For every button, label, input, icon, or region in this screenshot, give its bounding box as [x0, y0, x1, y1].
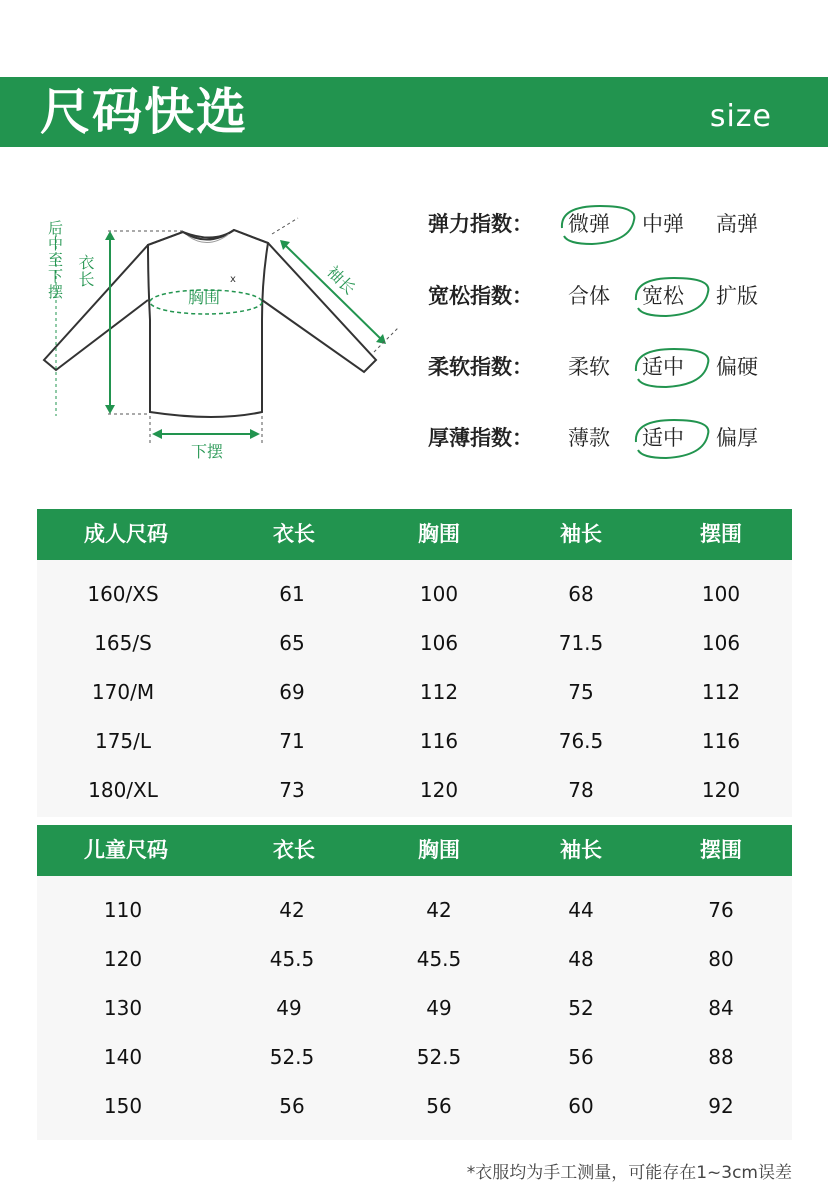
- index-label: 宽松指数：: [428, 284, 533, 308]
- kids-table-body: [37, 876, 792, 1140]
- index-row-softness: [428, 347, 808, 387]
- column-header: 袖长: [560, 522, 602, 546]
- table-cell: 45.5: [269, 947, 315, 971]
- table-cell: 80: [708, 947, 734, 971]
- adult-table-header: [37, 509, 792, 560]
- size-word: size: [709, 99, 772, 134]
- table-cell: 56: [279, 1094, 305, 1118]
- table-cell: 130: [103, 996, 143, 1020]
- table-cell: 175/L: [94, 729, 152, 753]
- table-cell: 45.5: [416, 947, 462, 971]
- table-cell: 61: [279, 582, 305, 606]
- index-row-thickness: [428, 418, 808, 458]
- table-cell: 100: [701, 582, 741, 606]
- option-thick: 偏厚: [716, 426, 758, 450]
- tshirt-outline-icon: [36, 200, 416, 470]
- table-cell: 100: [419, 582, 459, 606]
- table-cell: 44: [568, 898, 594, 922]
- table-cell: 110: [103, 898, 143, 922]
- table-cell: 48: [568, 947, 594, 971]
- body-length-label: 衣长: [76, 254, 95, 288]
- table-cell: 73: [279, 778, 305, 802]
- table-row: [37, 717, 792, 766]
- center-mark: x: [230, 274, 236, 285]
- table-cell: 120: [103, 947, 143, 971]
- table-cell: 71: [279, 729, 305, 753]
- table-cell: 180/XL: [88, 778, 158, 802]
- table-cell: 75: [568, 680, 594, 704]
- table-row: [37, 668, 792, 717]
- table-cell: 56: [568, 1045, 594, 1069]
- option-loose: 宽松: [642, 284, 684, 308]
- adult-table-body: [37, 560, 792, 817]
- column-header: 摆围: [700, 522, 742, 546]
- table-cell: 112: [701, 680, 741, 704]
- table-row: [37, 1082, 792, 1131]
- option-moderate-soft: 适中: [642, 355, 684, 379]
- index-label: 厚薄指数：: [428, 426, 533, 450]
- table-cell: 160/XS: [87, 582, 159, 606]
- column-header: 胸围: [418, 522, 460, 546]
- column-header: 袖长: [560, 838, 602, 862]
- table-cell: 116: [701, 729, 741, 753]
- option-medium-elastic: 中弹: [642, 212, 684, 236]
- table-cell: 65: [279, 631, 305, 655]
- column-header: 衣长: [273, 838, 315, 862]
- table-row: [37, 766, 792, 815]
- column-header: 衣长: [273, 522, 315, 546]
- table-cell: 170/M: [91, 680, 155, 704]
- column-header: 成人尺码: [84, 522, 168, 546]
- index-row-elasticity: [428, 204, 808, 244]
- table-row: [37, 619, 792, 668]
- kids-table-header: [37, 825, 792, 876]
- table-cell: 84: [708, 996, 734, 1020]
- table-row: [37, 570, 792, 619]
- table-cell: 76: [708, 898, 734, 922]
- table-cell: 140: [103, 1045, 143, 1069]
- hem-label: 下摆: [191, 442, 224, 461]
- column-header: 儿童尺码: [84, 838, 168, 862]
- table-cell: 106: [419, 631, 459, 655]
- table-cell: 92: [708, 1094, 734, 1118]
- column-header: 摆围: [700, 838, 742, 862]
- table-cell: 52.5: [269, 1045, 315, 1069]
- table-cell: 76.5: [558, 729, 604, 753]
- table-cell: 88: [708, 1045, 734, 1069]
- table-cell: 42: [426, 898, 452, 922]
- table-cell: 106: [701, 631, 741, 655]
- table-cell: 42: [279, 898, 305, 922]
- back-center-label: 后中至下摆: [46, 220, 64, 300]
- sleeve-label: 袖长: [323, 262, 360, 299]
- table-cell: 120: [701, 778, 741, 802]
- column-header: 胸围: [418, 838, 460, 862]
- table-cell: 71.5: [558, 631, 604, 655]
- table-cell: 165/S: [94, 631, 152, 655]
- garment-diagram: [36, 200, 416, 470]
- option-fitted: 合体: [568, 284, 610, 308]
- table-cell: 52.5: [416, 1045, 462, 1069]
- option-thin: 薄款: [568, 426, 610, 450]
- option-weak-elastic: 微弹: [568, 212, 610, 236]
- page-title: 尺码快选: [40, 83, 248, 141]
- chest-label: 胸围: [188, 288, 221, 307]
- option-oversize: 扩版: [716, 284, 758, 308]
- index-label: 柔软指数：: [428, 355, 533, 379]
- index-row-looseness: [428, 276, 808, 316]
- table-cell: 116: [419, 729, 459, 753]
- table-cell: 68: [568, 582, 594, 606]
- table-cell: 78: [568, 778, 594, 802]
- option-soft: 柔软: [568, 355, 610, 379]
- table-cell: 150: [103, 1094, 143, 1118]
- index-label: 弹力指数：: [428, 212, 533, 236]
- table-cell: 56: [426, 1094, 452, 1118]
- table-cell: 112: [419, 680, 459, 704]
- table-row: [37, 1033, 792, 1082]
- option-moderate-thick: 适中: [642, 426, 684, 450]
- table-cell: 69: [279, 680, 305, 704]
- header-bar: [0, 77, 828, 147]
- table-row: [37, 984, 792, 1033]
- table-row: [37, 935, 792, 984]
- option-stiff: 偏硬: [716, 355, 758, 379]
- table-cell: 60: [568, 1094, 594, 1118]
- table-cell: 49: [276, 996, 302, 1020]
- table-row: [37, 886, 792, 935]
- table-cell: 120: [419, 778, 459, 802]
- option-high-elastic: 高弹: [716, 212, 758, 236]
- table-cell: 49: [426, 996, 452, 1020]
- measurement-footnote: *衣服均为手工测量，可能存在1~3cm误差: [466, 1163, 792, 1183]
- table-cell: 52: [568, 996, 594, 1020]
